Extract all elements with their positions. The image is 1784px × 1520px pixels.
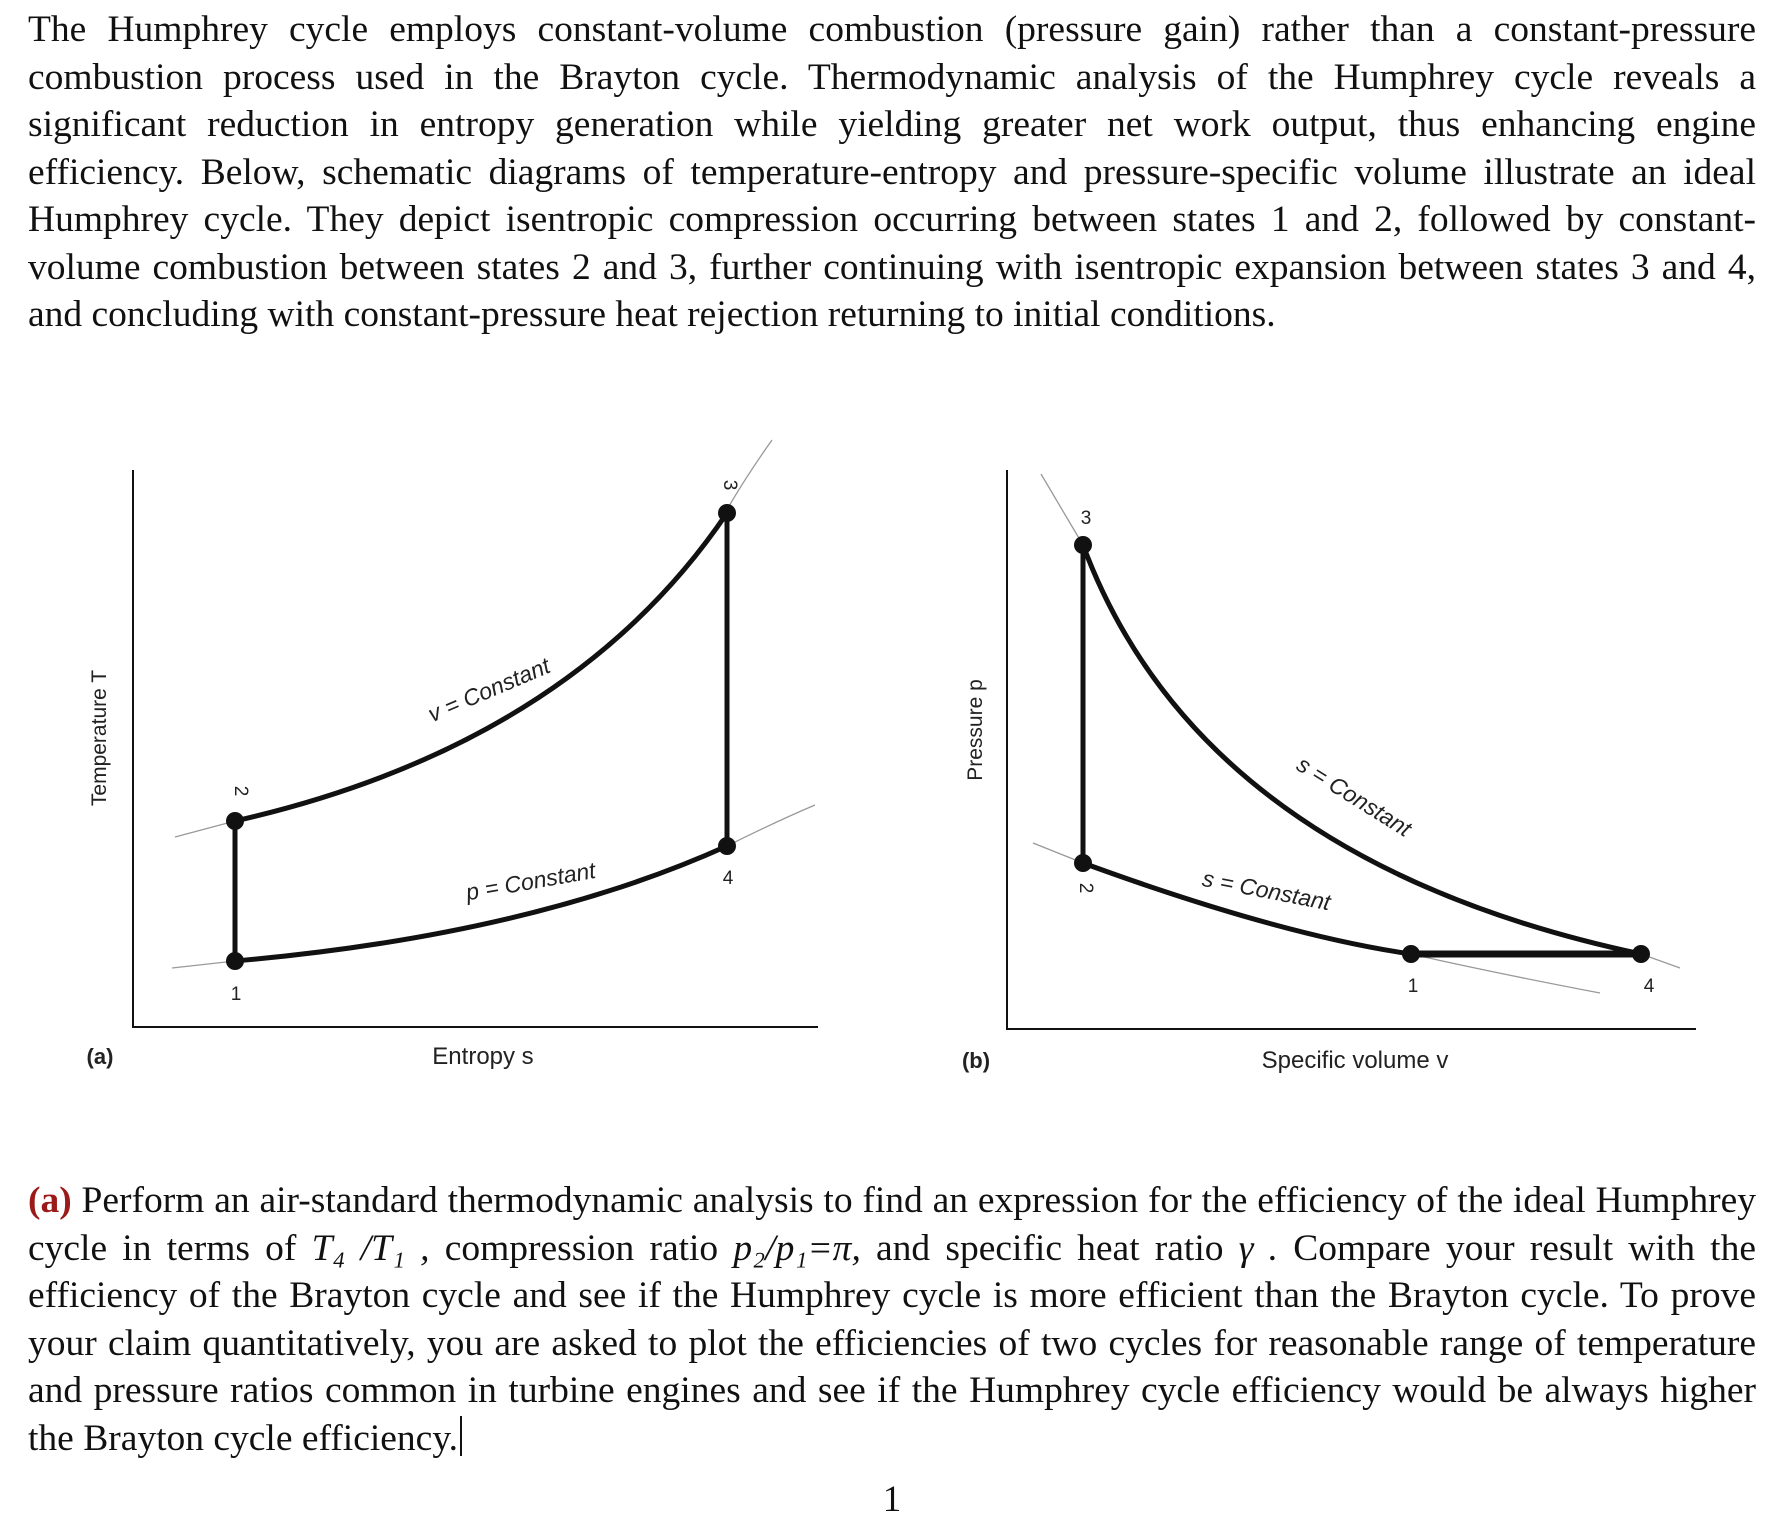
- temperature-ratio: T₄ /T₁ ,: [311, 1227, 430, 1269]
- pv-upper-s-extension: [1041, 474, 1083, 545]
- ts-v-constant-label: v = Constant: [424, 652, 554, 727]
- pressure-ratio: p₂/p₁=π,: [733, 1227, 861, 1269]
- specific-heat-ratio: γ .: [1238, 1227, 1279, 1269]
- question-text-3: and specific heat ratio: [860, 1227, 1239, 1269]
- ts-state-1-label: 1: [230, 984, 242, 1005]
- ts-pconst-extension-left: [172, 961, 235, 968]
- page-number: 1: [882, 1479, 902, 1520]
- ts-panel-label: (a): [86, 1044, 114, 1069]
- text-cursor: [460, 1416, 462, 1456]
- question-paragraph: [28, 1177, 1756, 1462]
- question-text-2: compression ratio: [429, 1227, 734, 1269]
- ts-state-2-label: 2: [230, 785, 251, 797]
- question-text-1: Perform an air-standard thermodynamic analysis to find an expression for the efficiency of the ideal Humphrey cycle in terms of: [28, 1180, 1756, 1269]
- pv-state-2-point: [1074, 854, 1092, 872]
- pv-state-3-label: 3: [1080, 508, 1092, 529]
- ts-state-4-point: [718, 837, 736, 855]
- pv-s-constant-lower-label: s = Constant: [1200, 865, 1333, 916]
- ts-process-4-1: [235, 846, 727, 961]
- ts-process-2-3: [235, 513, 727, 821]
- pv-lower-s-extension-right: [1411, 954, 1600, 993]
- pv-panel-label: (b): [961, 1048, 991, 1073]
- humphrey-cycle-figure: [0, 420, 1784, 1080]
- question-label: (a): [28, 1180, 72, 1221]
- ts-state-3-point: [718, 504, 736, 522]
- ts-state-4-label: 4: [722, 868, 734, 889]
- pv-state-4-label: 4: [1643, 976, 1655, 997]
- ts-pconst-extension-right: [727, 805, 815, 846]
- ts-diagram: [87, 440, 818, 1070]
- pv-state-1-label: 1: [1407, 976, 1419, 997]
- pv-state-1-point: [1402, 945, 1420, 963]
- pv-state-3-point: [1074, 536, 1092, 554]
- pv-xlabel: Specific volume v: [1261, 1047, 1449, 1074]
- pv-ylabel: Pressure p: [964, 679, 987, 781]
- ts-ylabel: Temperature T: [88, 669, 111, 807]
- pv-s-constant-upper-label: s = Constant: [1292, 750, 1417, 842]
- pv-state-2-label: 2: [1075, 882, 1096, 894]
- ts-state-3-label: 3: [719, 479, 740, 491]
- ts-p-constant-label: p = Constant: [463, 856, 598, 906]
- question-text-4: Compare your result with the efficiency of the Brayton cycle and see if the Humphrey cycle is more efficient than the Brayton cycle. To prove your claim quantitatively, you are asked to plot the efficiencies of two cycles for reasonable range of temperature and pressure ratios common in turbine engines and see if the Humphrey cycle efficiency would be always higher the Brayton cycle efficiency.: [28, 1227, 1756, 1459]
- ts-vconst-extension-top: [725, 440, 772, 513]
- pv-state-4-point: [1632, 945, 1650, 963]
- ts-state-2-point: [226, 812, 244, 830]
- ts-xlabel: Entropy s: [432, 1043, 534, 1070]
- ts-state-1-point: [226, 952, 244, 970]
- pv-diagram: [962, 470, 1696, 1074]
- intro-paragraph: The Humphrey cycle employs constant-volume combustion (pressure gain) rather than a constant-pressure combustion process used in the Brayton cycle. Thermodynamic analysis of the Humphrey cycle reveals a significant reduction in entropy generation while yielding greater net work output, thus enhancing engine efficiency. Below, schematic diagrams of temperature-entropy and pressure-specific volume illustrate an ideal Humphrey cycle. They depict isentropic compression occurring between states 1 and 2, followed by constant-volume combustion between states 2 and 3, further continuing with isentropic expansion between states 3 and 4, and concluding with constant-pressure heat rejection returning to initial conditions.: [28, 9, 1756, 335]
- ts-vconst-extension: [175, 821, 235, 837]
